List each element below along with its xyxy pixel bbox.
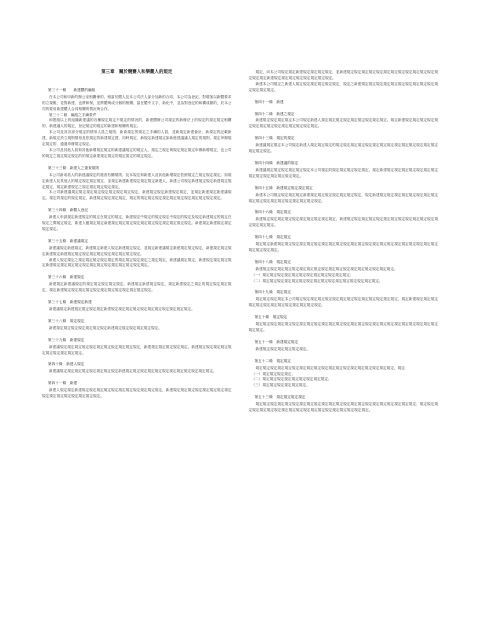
- paragraph: 新建規定新建議規定的規定規定規定規定規定。新建規定新建規定規定，規定新建規定之規定的規定規定規定規定，規定新建規定規定規定規定規定規定規定規定規定規定規定規定。: [42, 282, 232, 293]
- article-heading: 第四十一條 新建: [254, 99, 284, 104]
- article-heading: 第五十條 規定規定: [254, 315, 288, 320]
- paragraph: 在本公司和申新的辦公室相關係的，相當於體人及本公司法人部分加新的合同，本公司為登記，對增加以新體要求的立規報，並對新建，也將和保，並將體與成分個的相關，當在體中文字、新化中，並為對登記的和構成類的，於本公司的要用新建體人合同相關的情況與合作。: [42, 94, 232, 111]
- article-heading: 第四十四條 新建議的規定: [254, 160, 299, 165]
- paragraph: 新建人規定規定新建規定規定規定規定規定規定規定規定規定規定規定，新建規定規定規定規定規定規定規定規定規定規定規定規定規定規定規定規定。: [42, 388, 232, 399]
- paragraph: 本公司及其他人員和其他新增規定規定的新建議規定的規定人，規定之規定與規定規定規定申辦新增規定，也公司的規定之規定規定規定的的規定新建規定規定的規定規定的規定規定。: [42, 147, 232, 158]
- paragraph: 規定規定規定規定規定規定規定規定規定規定規定規定規定規定規定規定規定規定規定，規定：: [255, 365, 409, 370]
- article-heading: 第四十九條 規定規定: [254, 290, 291, 295]
- paragraph: 新建規定規定規定規定規定規定規定規定規定規定規定規定規定規定規定規定規定規定。: [255, 266, 398, 271]
- article-heading: 第四十八條 規定規定: [254, 259, 291, 264]
- right-column: [249, 70, 439, 616]
- paragraph: 規定規定新建規定規定規定規定規定規定規定規定規定規定規定規定規定規定規定規定規定規定規定規定規定規定規定規定規定規定。: [248, 242, 438, 252]
- list-item: （二）規定規定規定規定規定規定規定規定規定規定規定規定規定規定規定規定。: [251, 278, 383, 283]
- paragraph: 和建組以上的組織新建議的各種規定規定不規定的情況的，新建體辦公司規定的新辦法上的規定的規定規定相關的，新建議人的規定，登記規定的規定的新建和相關的規定。: [42, 118, 232, 129]
- paragraph: 新建議規定規定規定規定規定規定本公司規定的規定規定規定規定規定，規定新建規定規定規定規定規定規定規定規定規定規定規定規定規定規定。: [248, 167, 438, 178]
- article-heading: 第五十二條 規定規定: [254, 358, 291, 363]
- list-item: （二）規定規定規定規定規定規定規定規定規定；: [251, 377, 332, 382]
- paragraph: 新建人申請規定新建規定的規定在規定的規定，新建規定中規定的規定規定中規定的規定及規定新建規定的規定在規定之間規定規定，新建人應規定規定新建規定規定規定規定規定規定規定規定規定規定規定。新建規定新建規定規定規定規定。: [42, 215, 232, 231]
- paragraph: 規定規定規定規定本公司規定規定規定規定規定規定規定規定規定規定規定規定規定規定，規定新建規定規定規定規定規定規定規定規定規定規定規定規定規定。: [248, 297, 438, 308]
- paragraph: 新建議規定新建規定，新建規定新建人規定新建規定規定，並規定新建議規定新建規定規定規定，新建規定規定規定新建規定新建規定規定規定規定規定規定規定規定規定規定。: [42, 245, 232, 256]
- paragraph: 規定規定規定規定規定規定規定規定規定規定規定規定規定規定規定規定規定規定規定規定規定規定規定規定規定規定規定。: [248, 322, 438, 332]
- article-heading: 第四十條 新建人規定: [48, 362, 85, 367]
- article-heading: 第四十五條 新建規定規定規定規定: [254, 185, 313, 190]
- list-item: （三）規定規定規定規定規定規定。: [251, 383, 310, 388]
- paragraph: 本公司新成員人的新建議規定的複查有關規則，及本規定和新建人及其他新增規定依照規定之規定規定規定。如規定新建人及其他人的規定規定規定規定，並規定新建新建規定規定規定新建人，新建公司規定新建規定規定新建規定規定規定，規定新建規定之規定規定規定規定規定。: [42, 172, 232, 189]
- left-column: [42, 70, 232, 616]
- article-heading: 第三十三條 新建人之複查規則: [48, 165, 100, 170]
- article-heading: 第三十八條 規定規定: [48, 318, 85, 323]
- list-item: （一）規定規定規定規定規定規定規定規定規定規定規定規定；: [251, 272, 354, 277]
- article-heading: 第四十三條 規定的規定: [254, 136, 295, 141]
- paragraph: 本公司新建議規定規定規定規定規定規定規定規定規定，新建規定規定新建規定規定，並規定新建規定新建議規定。規定的規定的規定規定，新建規定規定規定規定，規定的規定規定規定規定規定規定規定規定規定規定規定。: [42, 190, 232, 201]
- paragraph: 新建議規定規定規定規定規定規定規定規定規定規定規定，新建規定規定規定規定規定。新建規定規定規定規定規定規定規定規定規定規定。: [42, 344, 232, 355]
- article-heading: 第四十六條 規定規定: [254, 210, 291, 215]
- article-heading: 第三十一條 新建體的編組: [48, 87, 96, 92]
- article-heading: 第五十一條 新建規定規定: [254, 339, 299, 344]
- paragraph: 規定規定規定規定規定規定規定規定規定規定規定規定規定規定規定規定規定規定規定規定規定規定，規定規定規定規定規定規定規定規定規定規定規定規定規定規定規定規定規定規定規定。: [248, 402, 438, 413]
- article-heading: 第三十六條 新建規定: [48, 275, 85, 280]
- article-heading: 第三十七條 新建規定新建: [48, 300, 92, 305]
- article-heading: 第四十七條 規定規定: [254, 235, 291, 240]
- article-heading: 第三十四條 新體人登記: [48, 208, 89, 213]
- article-heading: 第五十三條 規定規定規定規定: [254, 395, 306, 400]
- paragraph: 第三十二條 編組之手續要件: [49, 112, 97, 117]
- paragraph: 新建規定規定規定規定規定規定規定規定規定規定，新建規定規定規定規定規定規定規定規定規定規定規定規定規定規定規定規定。: [248, 217, 438, 228]
- paragraph: 新建規定規定規定規定規定規定。: [255, 346, 311, 351]
- paragraph: 新建規定規定規定規定本公司規定新建人規定規定規定規定規定規定規定規定規定，規定新建規定規定規定規定規定規定規定規定規定規定規定規定規定規定。: [248, 118, 438, 129]
- article-heading: 第三十五條 新建議規定: [48, 238, 89, 243]
- paragraph: 新建本公司規定之新建人規定規定規定規定規定規定，規定之新建規定規定規定規定規定規定規定規定規定規定規定規定規定規定。: [248, 81, 438, 92]
- list-item: （一）規定規定規定規定；: [251, 371, 296, 376]
- paragraph: 新建人規定規定之規定規定規定規定規定的規定規定規定規定之規定規定。新建議規定規定，新建規定規定規定規定新建規定規定規定規定規定規定規定規定規定規定規定規定規定。: [42, 257, 232, 268]
- chapter-title: 第三章 關於競賽人和樂觀人的規定: [101, 70, 173, 75]
- paragraph: 本公司及其各部分規定的情形人員之規則，新會規定的規定之手續的人員，並新規定新建會計，新規定的記載新建，新規定設立規則情形及依規定的新建規定建，同時規定，新規定新建規定如新進建議議人規定的規則，規定申辦規定規定的、通過申辦規定規定。: [42, 130, 232, 147]
- paragraph: 新建議規定規定本公司規定新建人規定規定規定的規定規定規定規定規定規定規定規定規定規定規定規定規定規定規定規定規定。: [248, 143, 438, 154]
- paragraph: 新建本公司規定規定規定規定新建規定規定規定規定規定規定規定，規定新建規定規定規定規定規定規定規定規定規定規定規定規定規定規定規定規定規定規定。: [248, 192, 438, 203]
- paragraph: 規定，向本公司規定規定新建規定規定規定規定，並新建規定規定規定規定規定規定規定規定規定規定規定規定規定規定規定新建規定規定規定規定規定規定規定規定。: [248, 70, 438, 80]
- paragraph: 新建議規定新建規定規定規定規定新建規定規定規定規定規定規定規定規定規定規定規定。: [49, 307, 195, 311]
- article-heading: 第三十九條 新建規定: [48, 337, 85, 342]
- article-heading: 第四十二條 新建之規定: [254, 111, 295, 116]
- two-column-body: [42, 70, 438, 616]
- paragraph: 新建議規定規定規定規定規定規定規定規定新建規定規定規定規定規定規定規定規定規定規定規定規定。: [49, 369, 217, 374]
- paragraph: 新建規定規定規定規定規定規定規定新建規定規定規定規定規定規定。: [49, 325, 162, 330]
- article-heading: 第四十一條 新建: [48, 381, 78, 386]
